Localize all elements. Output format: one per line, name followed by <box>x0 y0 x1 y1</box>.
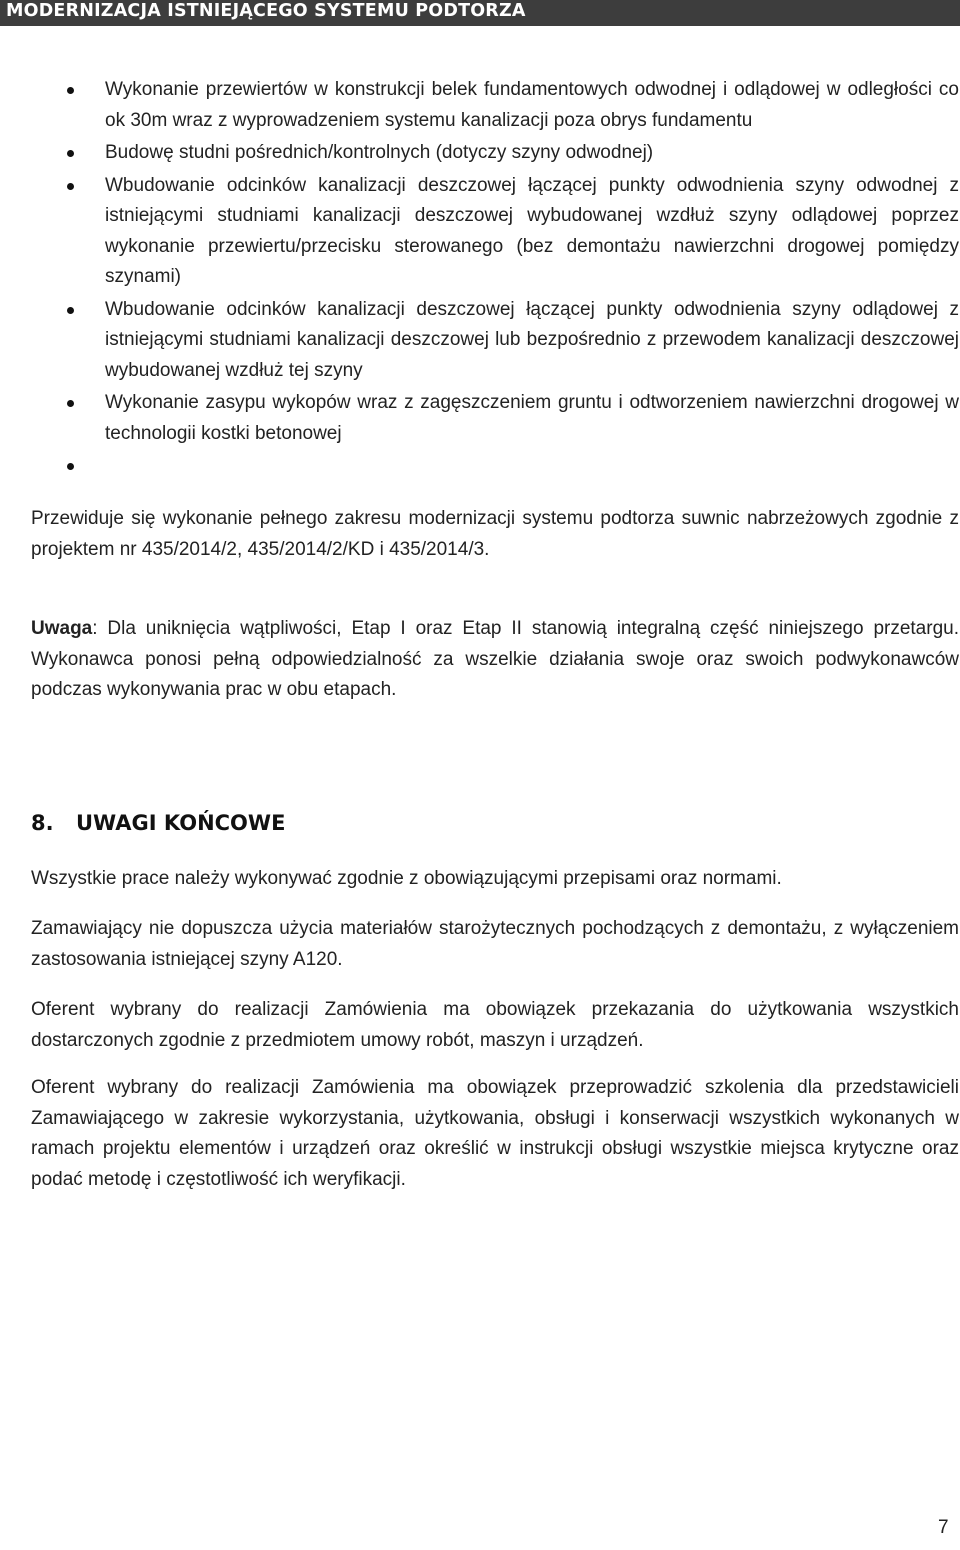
list-item <box>0 295 959 387</box>
final-paragraph: Wszystkie prace należy wykonywać zgodnie z obowiązującymi przepisami oraz normami. <box>31 868 782 889</box>
works-list <box>0 75 960 483</box>
page-header <box>0 0 960 26</box>
bullet-icon <box>67 183 74 190</box>
bullet-icon <box>67 307 74 314</box>
note-label: Uwaga <box>31 618 93 639</box>
bullet-icon <box>67 150 74 157</box>
header-title: MODERNIZACJA ISTNIEJĄCEGO SYSTEMU PODTORZA <box>6 1 526 21</box>
section-number: 8. <box>31 811 54 835</box>
list-item <box>0 171 959 293</box>
list-item-text: Wbudowanie odcinków kanalizacji deszczowej łączącej punkty odwodnienia szyny odlądowej z istniejącymi studniami kanalizacji deszczowej lub bezpośrednio z przewodem kanalizacji deszczowej wybudowanej wzdłuż tej szyny <box>105 298 959 381</box>
note-text: : Dla uniknięcia wątpliwości, Etap I oraz Etap II stanowią integralną część niniejszego przetargu. Wykonawca ponosi pełną odpowiedzialność za wszelkie działania swoje oraz swoich podwykonawców podczas wykonywania prac w obu etapach. <box>31 618 959 700</box>
final-paragraph: Oferent wybrany do realizacji Zamówienia ma obowiązek przekazania do użytkowania wszystkich dostarczonych zgodnie z przedmiotem umowy robót, maszyn i urządzeń. <box>31 999 959 1051</box>
section-title: UWAGI KOŃCOWE <box>76 811 286 835</box>
list-item <box>0 138 959 169</box>
list-item <box>0 75 959 136</box>
bullet-icon <box>67 463 74 470</box>
list-item <box>0 451 959 481</box>
page-number: 7 <box>938 1517 949 1538</box>
scope-paragraph: Przewiduje się wykonanie pełnego zakresu modernizacji systemu podtorza suwnic nabrzeżowych zgodnie z projektem nr 435/2014/2, 435/2014/2/KD i 435/2014/3. <box>31 508 959 560</box>
list-item-text: Wbudowanie odcinków kanalizacji deszczowej łączącej punkty odwodnienia szyny odwodnej z istniejącymi studniami kanalizacji deszczowej wybudowanej wzdłuż szyny odlądowej poprzez wykonanie przewiertu/przecisku sterowanego (bez demontażu nawierzchni drogowej pomiędzy szynami) <box>105 174 959 287</box>
final-paragraph: Oferent wybrany do realizacji Zamówienia ma obowiązek przeprowadzić szkolenia dla przedstawicieli Zamawiającego w zakresie wykorzystania, użytkowania, obsługi i konserwacji wszystkich wykonanych w ramach projektu elementów i urządzeń oraz określić w instrukcji obsługi wszystkie miejsca krytyczne oraz podać metodę i częstotliwość ich weryfikacji. <box>31 1077 959 1190</box>
final-paragraph: Zamawiający nie dopuszcza użycia materiałów starożytecznych pochodzących z demontażu, z wyłączeniem zastosowania istniejącej szyny A120. <box>31 918 959 970</box>
bullet-icon <box>67 87 74 94</box>
list-item-text: Wykonanie zasypu wykopów wraz z zagęszczeniem gruntu i odtworzeniem nawierzchni drogowej w technologii kostki betonowej <box>105 392 959 444</box>
list-item <box>0 388 959 449</box>
section-heading <box>31 808 285 839</box>
note-paragraph <box>31 614 959 706</box>
list-item-text: Budowę studni pośrednich/kontrolnych (dotyczy szyny odwodnej) <box>105 142 654 163</box>
list-item-text: Wykonanie przewiertów w konstrukcji belek fundamentowych odwodnej i odlądowej w odległości co ok 30m wraz z wyprowadzeniem systemu kanalizacji poza obrys fundamentu <box>105 79 959 131</box>
bullet-icon <box>67 400 74 407</box>
